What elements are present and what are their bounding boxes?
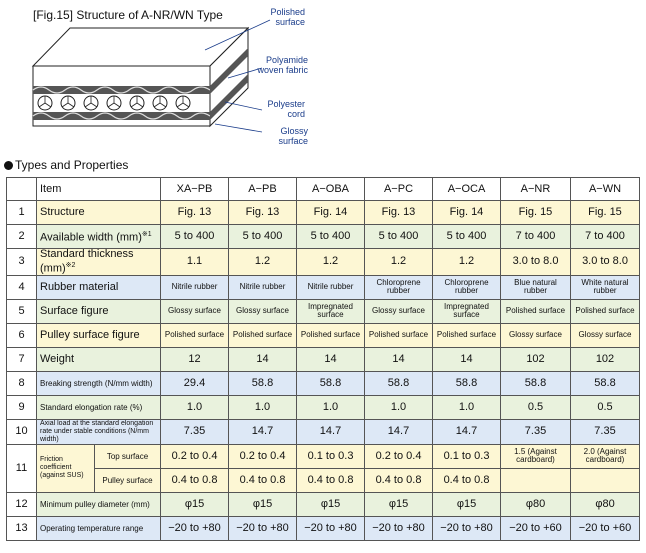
row-label <box>37 371 161 395</box>
row-label <box>37 323 161 347</box>
table-cell: −20 to +80 <box>229 516 297 540</box>
table-cell: 14.7 <box>297 419 365 444</box>
row-number: 1 <box>7 201 37 225</box>
table-cell: 14 <box>365 347 433 371</box>
table-cell: 1.0 <box>161 395 229 419</box>
table-cell: 2.0 (Against cardboard) <box>571 444 640 468</box>
table-cell: Polished surface <box>161 323 229 347</box>
table-cell: Glossy surface <box>501 323 571 347</box>
label-glossy: Glossy surface <box>278 126 308 146</box>
footnote-mark: ※2 <box>65 262 76 269</box>
table-cell: 7.35 <box>161 419 229 444</box>
table-cell: Polished surface <box>297 323 365 347</box>
table-cell: Glossy surface <box>365 299 433 323</box>
table-cell: 0.4 to 0.8 <box>297 468 365 492</box>
table-cell: White natural rubber <box>571 275 640 299</box>
row-number: 11 <box>7 444 37 492</box>
table-cell: 14 <box>229 347 297 371</box>
table-cell: Impregnated surface <box>297 299 365 323</box>
table-cell: 1.2 <box>297 249 365 276</box>
row-label <box>37 419 161 444</box>
table-cell: φ15 <box>229 492 297 516</box>
table-cell: 14.7 <box>433 419 501 444</box>
table-cell: 0.2 to 0.4 <box>161 444 229 468</box>
row-label-text: Structure <box>40 206 85 218</box>
table-cell: Fig. 15 <box>571 201 640 225</box>
row-label <box>37 516 161 540</box>
structure-figure <box>0 0 646 160</box>
table-cell: 5 to 400 <box>433 225 501 249</box>
label-polyamide: Polyamide woven fabric <box>257 55 308 75</box>
table-cell: 1.5 (Against cardboard) <box>501 444 571 468</box>
table-cell: Polished surface <box>229 323 297 347</box>
table-cell: 0.5 <box>571 395 640 419</box>
table-cell: 0.4 to 0.8 <box>229 468 297 492</box>
table-cell: Fig. 14 <box>297 201 365 225</box>
table-cell: Nitrile rubber <box>161 275 229 299</box>
table-cell: 58.8 <box>501 371 571 395</box>
table-cell: 0.2 to 0.4 <box>365 444 433 468</box>
header-item: Item <box>37 178 161 201</box>
bullet-icon <box>4 161 13 170</box>
table-cell: Fig. 13 <box>229 201 297 225</box>
table-cell: Polished surface <box>433 323 501 347</box>
table-cell: Glossy surface <box>571 323 640 347</box>
table-cell: 5 to 400 <box>161 225 229 249</box>
table-cell: −20 to +60 <box>501 516 571 540</box>
table-cell: 0.4 to 0.8 <box>161 468 229 492</box>
table-cell: 0.1 to 0.3 <box>297 444 365 468</box>
table-cell: 7 to 400 <box>571 225 640 249</box>
table-cell: 58.8 <box>433 371 501 395</box>
table-cell: Polished surface <box>365 323 433 347</box>
row-label <box>37 492 161 516</box>
row-label <box>37 201 161 225</box>
label-polished-surface: Polished surface <box>270 7 305 27</box>
header-model: A−WN <box>571 178 640 201</box>
table-cell: 1.0 <box>433 395 501 419</box>
row-label <box>37 299 161 323</box>
table-cell: Fig. 15 <box>501 201 571 225</box>
row-label-text: Operating temperature range <box>40 523 144 533</box>
row-label-text: Standard thickness (mm) <box>40 248 134 275</box>
label-polyester: Polyester cord <box>267 99 305 119</box>
table-cell: 3.0 to 8.0 <box>501 249 571 276</box>
header-model: A−PC <box>365 178 433 201</box>
table-cell: 29.4 <box>161 371 229 395</box>
header-model: XA−PB <box>161 178 229 201</box>
table-cell: −20 to +60 <box>571 516 640 540</box>
row-label <box>37 395 161 419</box>
header-model: A−OBA <box>297 178 365 201</box>
sub-row-label: Top surface <box>95 444 161 468</box>
table-cell <box>571 468 640 492</box>
properties-table <box>6 177 640 541</box>
table-cell: Nitrile rubber <box>297 275 365 299</box>
row-number: 7 <box>7 347 37 371</box>
table-cell: 7.35 <box>501 419 571 444</box>
table-cell: 0.2 to 0.4 <box>229 444 297 468</box>
row-number: 6 <box>7 323 37 347</box>
table-cell: 14 <box>433 347 501 371</box>
sub-row-label: Pulley surface <box>95 468 161 492</box>
table-cell: 1.2 <box>229 249 297 276</box>
table-cell: 14 <box>297 347 365 371</box>
table-cell: 0.5 <box>501 395 571 419</box>
table-cell: Glossy surface <box>229 299 297 323</box>
row-number: 3 <box>7 249 37 276</box>
row-number: 8 <box>7 371 37 395</box>
header-model: A−NR <box>501 178 571 201</box>
row-label-text: Pulley surface figure <box>40 328 140 341</box>
table-cell: Polished surface <box>571 299 640 323</box>
table-cell: 102 <box>571 347 640 371</box>
table-cell: 1.0 <box>229 395 297 419</box>
table-cell: Impregnated surface <box>433 299 501 323</box>
row-number: 4 <box>7 275 37 299</box>
table-cell: −20 to +80 <box>161 516 229 540</box>
row-number: 12 <box>7 492 37 516</box>
table-cell: φ80 <box>501 492 571 516</box>
table-cell: 12 <box>161 347 229 371</box>
section-title: Types and Properties <box>4 158 128 172</box>
figure-title: [Fig.15] Structure of A-NR/WN Type <box>33 8 223 22</box>
table-cell: 14.7 <box>229 419 297 444</box>
table-cell: Chloroprene rubber <box>433 275 501 299</box>
table-cell: 58.8 <box>571 371 640 395</box>
row-label-text: Axial load at the standard elongation rate under stable conditions (N/mm width) <box>40 419 154 443</box>
row-label-text: Minimum pulley diameter (mm) <box>40 499 150 509</box>
table-cell: 0.4 to 0.8 <box>365 468 433 492</box>
row-label <box>37 275 161 299</box>
table-cell: 1.1 <box>161 249 229 276</box>
table-cell: φ15 <box>433 492 501 516</box>
row-label <box>37 249 161 276</box>
table-cell: 58.8 <box>365 371 433 395</box>
table-cell: 5 to 400 <box>365 225 433 249</box>
row-label-text: Breaking strength (N/mm width) <box>40 378 153 388</box>
table-cell: 1.0 <box>365 395 433 419</box>
table-cell: −20 to +80 <box>433 516 501 540</box>
table-cell: −20 to +80 <box>365 516 433 540</box>
table-cell: 3.0 to 8.0 <box>571 249 640 276</box>
header-corner <box>7 178 37 201</box>
table-cell: 58.8 <box>229 371 297 395</box>
header-model: A−OCA <box>433 178 501 201</box>
table-cell: Glossy surface <box>161 299 229 323</box>
row-number: 13 <box>7 516 37 540</box>
table-cell: 5 to 400 <box>229 225 297 249</box>
table-cell: −20 to +80 <box>297 516 365 540</box>
row-label-text: Rubber material <box>40 280 119 293</box>
row-label-text: Surface figure <box>40 304 109 317</box>
row-number: 2 <box>7 225 37 249</box>
header-model: A−PB <box>229 178 297 201</box>
row-label-text: Weight <box>40 352 75 365</box>
table-cell: 5 to 400 <box>297 225 365 249</box>
table-cell: Nitrile rubber <box>229 275 297 299</box>
row-label: Friction coefficient (against SUS) <box>37 444 95 492</box>
table-cell: 0.1 to 0.3 <box>433 444 501 468</box>
belt-cross-section <box>0 0 646 160</box>
row-number: 5 <box>7 299 37 323</box>
table-cell: φ15 <box>161 492 229 516</box>
table-cell: 1.2 <box>433 249 501 276</box>
table-cell: 1.0 <box>297 395 365 419</box>
row-label <box>37 347 161 371</box>
row-number: 9 <box>7 395 37 419</box>
row-label-text: Available width (mm) <box>40 231 142 244</box>
table-cell: φ80 <box>571 492 640 516</box>
table-cell: Polished surface <box>501 299 571 323</box>
table-cell: φ15 <box>297 492 365 516</box>
table-cell: 14.7 <box>365 419 433 444</box>
table-cell <box>501 468 571 492</box>
table-cell: φ15 <box>365 492 433 516</box>
table-cell: Blue natural rubber <box>501 275 571 299</box>
table-cell: Fig. 14 <box>433 201 501 225</box>
table-cell: 0.4 to 0.8 <box>433 468 501 492</box>
table-cell: 1.2 <box>365 249 433 276</box>
table-cell: 7 to 400 <box>501 225 571 249</box>
table-cell: 7.35 <box>571 419 640 444</box>
table-cell: 58.8 <box>297 371 365 395</box>
footnote-mark: ※1 <box>141 231 152 239</box>
row-label-text: Standard elongation rate (%) <box>40 402 143 412</box>
table-cell: Chloroprene rubber <box>365 275 433 299</box>
table-cell: 102 <box>501 347 571 371</box>
table-cell: Fig. 13 <box>161 201 229 225</box>
table-cell: Fig. 13 <box>365 201 433 225</box>
row-number: 10 <box>7 419 37 444</box>
row-label <box>37 225 161 249</box>
